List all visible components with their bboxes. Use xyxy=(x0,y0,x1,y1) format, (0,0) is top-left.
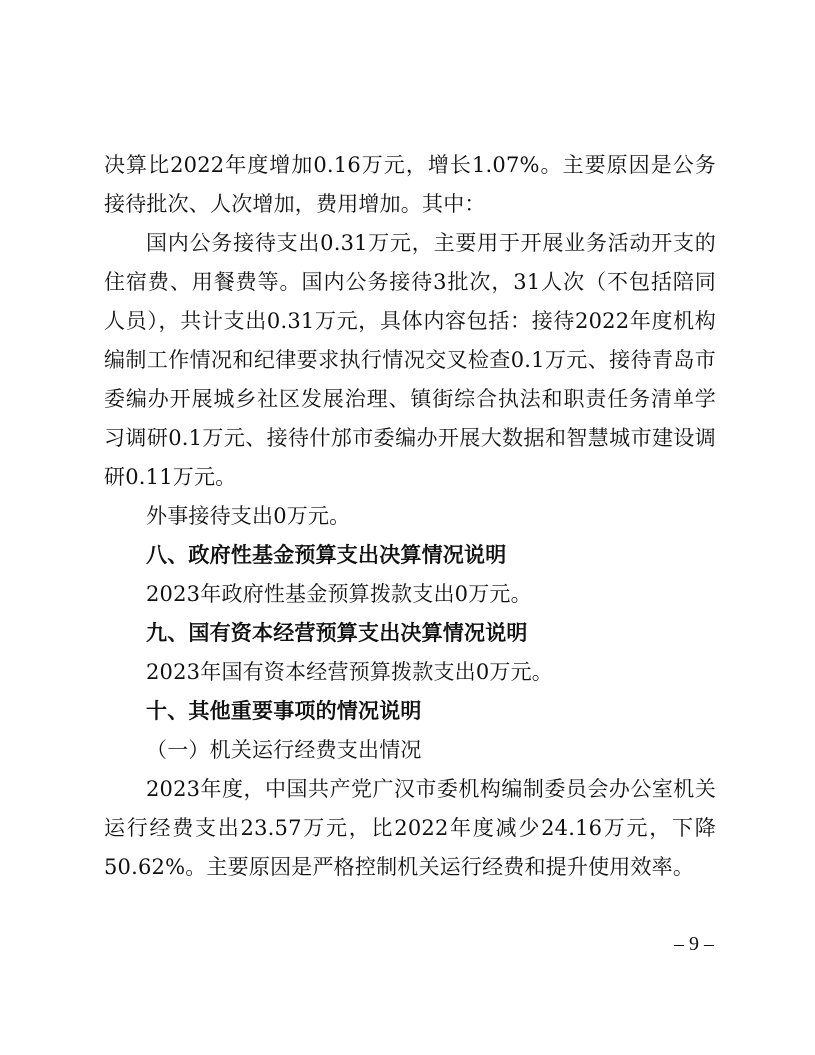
paragraph-domestic-reception: 国内公务接待支出0.31万元，主要用于开展业务活动开支的住宿费、用餐费等。国内公务接待3批次，31人次（不包括陪同人员），共计支出0.31万元，具体内容包括：接待2022年度机构编制工作情况和纪律要求执行情况交叉检查0.1万元、接待青岛市委编办开展城乡社区发展治理、镇街综合执法和职责任务清单学习调研0.1万元、接待什邡市委编办开展大数据和智慧城市建设调研0.11万元。 xyxy=(104,231,716,489)
paragraph-foreign-reception: 外事接待支出0万元。 xyxy=(146,504,351,528)
document-body xyxy=(104,146,716,887)
page-number: – 9 – xyxy=(674,933,714,955)
paragraph-reception-change: 决算比2022年度增加0.16万元，增长1.07%。主要原因是公务接待批次、人次增加，费用增加。其中： xyxy=(104,153,716,216)
paragraph-state-capital: 2023年国有资本经营预算拨款支出0万元。 xyxy=(146,660,554,684)
section-heading-government-fund: 八、政府性基金预算支出决算情况说明 xyxy=(146,543,507,567)
paragraph-operating-expenses: 2023年度，中国共产党广汉市委机构编制委员会办公室机关运行经费支出23.57万元，比2022年度减少24.16万元，下降50.62%。主要原因是严格控制机关运行经费和提升使用效率。 xyxy=(104,777,716,879)
paragraph-government-fund: 2023年政府性基金预算拨款支出0万元。 xyxy=(146,582,532,606)
section-heading-state-capital: 九、国有资本经营预算支出决算情况说明 xyxy=(146,621,528,645)
section-heading-other-matters: 十、其他重要事项的情况说明 xyxy=(146,699,422,723)
subsection-heading-operating-expenses: （一）机关运行经费支出情况 xyxy=(146,738,422,762)
